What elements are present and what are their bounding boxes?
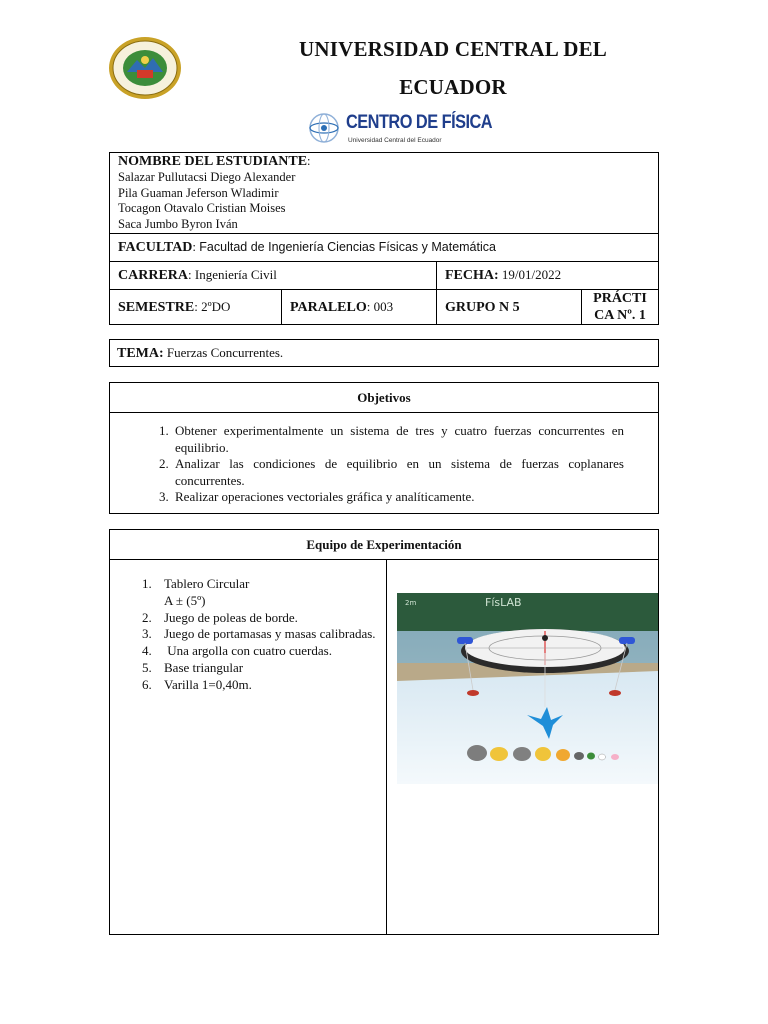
carrera-value: Ingeniería Civil — [194, 267, 277, 283]
university-title-line2: ECUADOR — [399, 75, 507, 99]
board-fislab-text: FísLAB — [485, 596, 522, 609]
equipo-image-cell — [387, 560, 659, 935]
tema-cell — [110, 340, 659, 367]
carrera-cell: CARRERA: Ingeniería Civil — [110, 262, 437, 290]
objetivos-table — [109, 382, 659, 514]
semestre-label: SEMESTRE — [118, 299, 195, 315]
equipo-item: 6. Varilla 1=0,40m. — [155, 677, 386, 694]
student-name: Salazar Pullutacsi Diego Alexander — [118, 170, 296, 184]
paralelo-cell: PARALELO: 003 — [282, 290, 437, 325]
facultad-cell: FACULTAD: Facultad de Ingeniería Ciencias Físicas y Matemática — [110, 234, 659, 262]
fecha-label: FECHA: — [445, 268, 499, 284]
grupo-cell — [437, 290, 582, 325]
objetivos-body — [110, 413, 659, 514]
tema-value: Fuerzas Concurrentes. — [166, 344, 284, 360]
fecha-cell — [437, 262, 659, 290]
semestre-cell: SEMESTRE: 2ºDO — [110, 290, 282, 325]
objetivo-item: 1. Obtener experimentalmente un sistema de tres y cuatro fuerzas concurrentes en equilibrio. — [172, 423, 624, 456]
semestre-value: 2ºDO — [201, 298, 231, 314]
practica-label-line1: PRÁCTI — [593, 291, 647, 307]
objetivo-item: 3. Realizar operaciones vectoriales gráfica y analíticamente. — [172, 489, 624, 506]
university-title-line1: UNIVERSIDAD CENTRAL DEL — [299, 37, 607, 61]
objetivos-heading: Objetivos — [110, 383, 659, 413]
equipo-item: 3. Juego de portamasas y masas calibradas. — [155, 626, 386, 643]
equipo-item-label: Una argolla con cuatro cuerdas. — [167, 643, 332, 659]
equipo-table — [109, 529, 659, 935]
students-cell: NOMBRE DEL ESTUDIANTE: Salazar Pullutacsi Diego Alexander Pila Guaman Jeferson Wladimir Tocagon Otavalo Cristian Moises Saca Jumbo Byron Iván — [110, 153, 659, 234]
facultad-label: FACULTAD — [118, 240, 193, 256]
students-label: NOMBRE DEL ESTUDIANTE — [118, 154, 308, 169]
equipo-item: 5. Base triangular — [155, 660, 386, 677]
tema-table — [109, 339, 659, 367]
student-name: Saca Jumbo Byron Iván — [118, 216, 238, 231]
university-seal-logo — [107, 36, 183, 100]
board-corner-text: 2m — [405, 599, 417, 607]
equipo-heading: Equipo de Experimentación — [110, 530, 659, 560]
objetivos-list — [110, 423, 624, 506]
equipo-item — [155, 576, 386, 610]
paralelo-value: 003 — [373, 298, 394, 314]
paralelo-label: PARALELO — [290, 299, 367, 315]
student-name: Tocagon Otavalo Cristian Moises — [118, 201, 286, 216]
centro-fisica-subtitle: Universidad Central del Ecuador — [348, 137, 442, 144]
objetivo-item: 2. Analizar las condiciones de equilibrio en un sistema de fuerzas coplanares concurrentes. — [172, 456, 624, 489]
carrera-label: CARRERA — [118, 268, 188, 284]
equipo-item-label: Tablero Circular — [164, 576, 250, 591]
equipo-list-cell — [110, 560, 387, 935]
centro-fisica-name: CENTRO DE FÍSICA — [346, 112, 493, 133]
force-table-simulation-image — [397, 593, 658, 784]
equipo-item — [155, 643, 386, 660]
equipo-item: 2. Juego de poleas de borde. — [155, 610, 386, 627]
equipo-list — [110, 576, 386, 694]
practica-cell — [582, 290, 659, 325]
university-title — [200, 30, 706, 106]
practica-label-line2: CA Nº. 1 — [594, 308, 646, 324]
student-info-table — [109, 152, 659, 325]
tema-label: TEMA: — [117, 345, 164, 361]
equipo-item-sublabel: A ± (5º) — [164, 592, 206, 608]
facultad-value: Facultad de Ingeniería Ciencias Físicas y Matemática — [199, 240, 496, 255]
student-name: Pila Guaman Jeferson Wladimir — [118, 185, 279, 200]
fecha-value: 19/01/2022 — [501, 267, 562, 283]
grupo-label: GRUPO N 5 — [445, 299, 520, 315]
